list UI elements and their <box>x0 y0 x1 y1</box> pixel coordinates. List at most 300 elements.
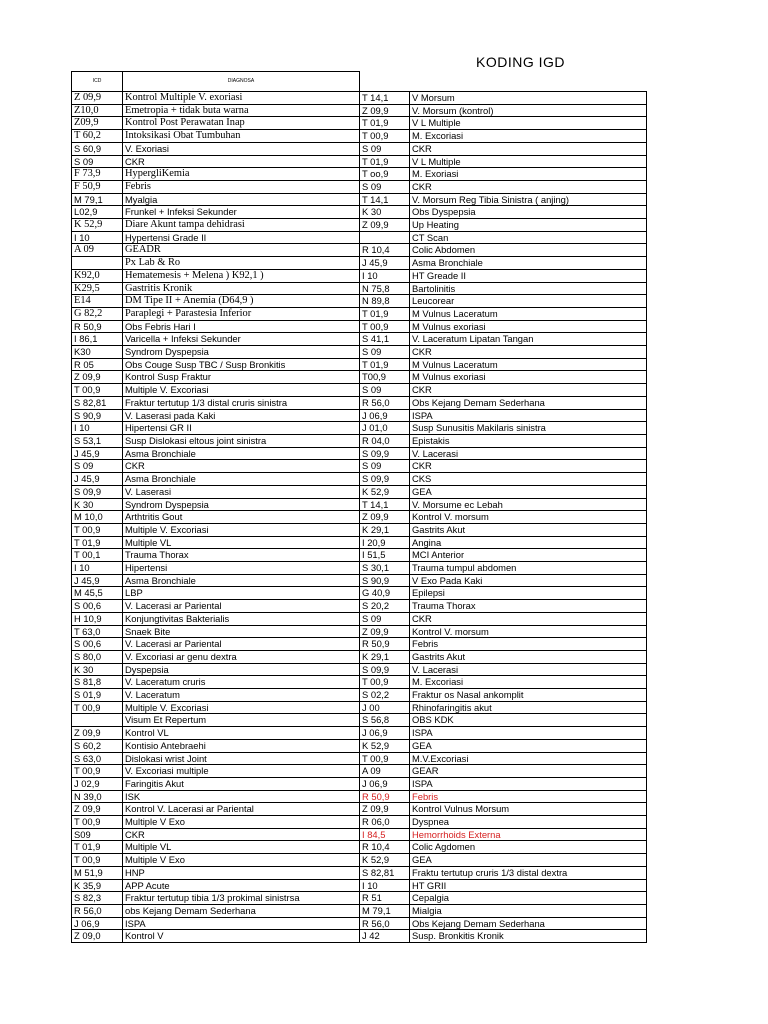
diagnosis-cell: V. Lacerasi ar Pariental <box>123 600 360 613</box>
table-row <box>72 828 360 841</box>
table-row <box>360 765 647 778</box>
icd-code-cell: M 10,0 <box>72 511 123 524</box>
diagnosis-cell: Leucorear <box>410 295 647 308</box>
table-row <box>360 612 647 625</box>
icd-code-cell: R 50,9 <box>360 638 410 651</box>
table-row <box>72 409 360 422</box>
table-row <box>72 612 360 625</box>
diagnosis-cell: V. Laserasi pada Kaki <box>123 409 360 422</box>
icd-code-cell: T 00,9 <box>360 130 410 143</box>
icd-code-cell: S 09 <box>360 384 410 397</box>
table-row <box>72 841 360 854</box>
diagnosis-cell: V L Multiple <box>410 117 647 130</box>
icd-code-cell: Z 09,9 <box>72 371 123 384</box>
icd-code-cell: T 00,9 <box>72 523 123 536</box>
table-row <box>360 307 647 320</box>
icd-code-cell: T 00,9 <box>360 320 410 333</box>
table-row <box>360 180 647 193</box>
diagnosis-cell: Px Lab & Ro <box>123 257 360 270</box>
table-row <box>72 689 360 702</box>
diagnosis-cell: Kontrol VL <box>123 727 360 740</box>
icd-code-cell: K29,5 <box>72 282 123 295</box>
icd-code-cell: N 75,8 <box>360 282 410 295</box>
table-row <box>360 460 647 473</box>
icd-code-cell: M 79,1 <box>360 905 410 918</box>
icd-code-cell: Z 09,9 <box>360 219 410 232</box>
diagnosis-cell: Snaek Bite <box>123 625 360 638</box>
icd-code-cell: S 90,9 <box>360 574 410 587</box>
diagnosis-cell: Colic Agdomen <box>410 841 647 854</box>
icd-code-cell: T 00,1 <box>72 549 123 562</box>
diagnosis-cell: Hipertensi <box>123 562 360 575</box>
diagnosis-cell: V. Excoriasi multiple <box>123 765 360 778</box>
diagnosis-cell: Susp Sunusitis Makilaris sinistra <box>410 422 647 435</box>
table-row <box>360 701 647 714</box>
icd-code-cell: K92,0 <box>72 269 123 282</box>
table-row <box>360 803 647 816</box>
icd-code-cell: I 86,1 <box>72 333 123 346</box>
table-row <box>72 600 360 613</box>
icd-code-cell: K 52,9 <box>72 219 123 232</box>
table-row <box>72 638 360 651</box>
table-row <box>72 307 360 320</box>
diagnosis-cell: Susp Dislokasi eltous joint sinistra <box>123 434 360 447</box>
diagnosis-cell: LBP <box>123 587 360 600</box>
table-row <box>360 892 647 905</box>
diagnosis-cell: GEA <box>410 854 647 867</box>
icd-code-cell: G 82,2 <box>72 307 123 320</box>
icd-code-cell: R 56,0 <box>360 396 410 409</box>
icd-code-cell: S 02,2 <box>360 689 410 702</box>
table-row <box>360 650 647 663</box>
table-row <box>360 282 647 295</box>
table-row <box>72 816 360 829</box>
diagnosis-cell: Kontrol Post Perawatan Inap <box>123 117 360 130</box>
diagnosis-cell: DM Tipe II + Anemia (D64,9 ) <box>123 295 360 308</box>
table-row <box>72 739 360 752</box>
diagnosis-cell: HT Greade II <box>410 269 647 282</box>
icd-code-cell: F 50,9 <box>72 180 123 193</box>
diagnosis-cell: Dyspnea <box>410 816 647 829</box>
diagnosis-cell: CKS <box>410 473 647 486</box>
diagnosis-cell: Syndrom Dyspepsia <box>123 346 360 359</box>
icd-code-cell: R 50,9 <box>72 320 123 333</box>
diagnosis-cell: Epistakis <box>410 434 647 447</box>
icd-code-cell: S 09,9 <box>72 485 123 498</box>
table-row <box>360 231 647 244</box>
table-row <box>360 269 647 282</box>
diagnosis-cell: CKR <box>410 460 647 473</box>
icd-code-cell: A 09 <box>360 765 410 778</box>
diagnosis-cell: V. Morsum Reg Tibia Sinistra ( anjing) <box>410 193 647 206</box>
diagnosis-cell: Hipertensi GR II <box>123 422 360 435</box>
icd-code-cell: S 82,81 <box>72 396 123 409</box>
table-row <box>360 193 647 206</box>
table-row <box>360 130 647 143</box>
table-row <box>360 866 647 879</box>
diagnosis-cell: CKR <box>410 612 647 625</box>
diagnosis-cell: M.V.Excoriasi <box>410 752 647 765</box>
icd-code-cell: Z 09,9 <box>72 803 123 816</box>
table-row <box>72 803 360 816</box>
icd-code-cell: R 10,4 <box>360 244 410 257</box>
table-row <box>72 536 360 549</box>
icd-code-cell: Z10,0 <box>72 104 123 117</box>
diagnosis-cell: Obs Kejang Demam Sederhana <box>410 396 647 409</box>
diagnosis-cell: Hemorrhoids Externa <box>410 828 647 841</box>
icd-code-cell: I 10 <box>360 269 410 282</box>
icd-code-cell: Z 09,9 <box>360 104 410 117</box>
icd-code-cell: J 01,0 <box>360 422 410 435</box>
table-row <box>72 180 360 193</box>
icd-code-cell: T oo,9 <box>360 168 410 181</box>
table-row <box>72 625 360 638</box>
diagnosis-cell: CKR <box>410 180 647 193</box>
diagnosis-cell: M Vulnus Laceratum <box>410 307 647 320</box>
icd-code-cell: Z 09,9 <box>72 727 123 740</box>
table-row <box>360 371 647 384</box>
table-row <box>72 269 360 282</box>
table-row <box>360 92 647 105</box>
icd-code-cell: S 00,6 <box>72 638 123 651</box>
diagnosis-cell: GEAR <box>410 765 647 778</box>
table-row <box>360 447 647 460</box>
icd-code-cell: T 63,0 <box>72 625 123 638</box>
left-coding-table <box>71 91 360 943</box>
table-row <box>72 549 360 562</box>
diagnosis-cell: V. Excoriasi ar genu dextra <box>123 650 360 663</box>
diagnosis-cell: APP Acute <box>123 879 360 892</box>
table-row <box>72 231 360 244</box>
table-row <box>360 104 647 117</box>
diagnosis-cell: Fraktur os Nasal ankomplit <box>410 689 647 702</box>
icd-code-cell: S 56,8 <box>360 714 410 727</box>
diagnosis-cell: MCI Anterior <box>410 549 647 562</box>
header-diagnosa: DIAGNOSA <box>123 72 360 92</box>
table-row <box>360 422 647 435</box>
icd-code-cell: R 51 <box>360 892 410 905</box>
table-row <box>72 434 360 447</box>
table-row <box>72 117 360 130</box>
diagnosis-cell: ISPA <box>410 777 647 790</box>
table-row <box>72 498 360 511</box>
table-row <box>72 701 360 714</box>
table-row <box>72 587 360 600</box>
diagnosis-cell: GEA <box>410 485 647 498</box>
table-row <box>360 142 647 155</box>
icd-code-cell: T 00,9 <box>72 854 123 867</box>
icd-code-cell: I 20,9 <box>360 536 410 549</box>
icd-code-cell: M 79,1 <box>72 193 123 206</box>
icd-code-cell: T 01,9 <box>360 155 410 168</box>
table-row <box>360 295 647 308</box>
table-row <box>360 384 647 397</box>
icd-code-cell: J 02,9 <box>72 777 123 790</box>
diagnosis-cell: V Exo Pada Kaki <box>410 574 647 587</box>
table-row <box>72 206 360 219</box>
table-row <box>72 155 360 168</box>
icd-code-cell: K 52,9 <box>360 854 410 867</box>
diagnosis-cell: Hypertensi Grade II <box>123 231 360 244</box>
table-row <box>360 257 647 270</box>
icd-code-cell: K 30 <box>72 498 123 511</box>
icd-code-cell: J 45,9 <box>360 257 410 270</box>
table-row <box>360 562 647 575</box>
table-row <box>72 879 360 892</box>
table-row <box>360 346 647 359</box>
diagnosis-cell: Asma Bronchiale <box>123 574 360 587</box>
table-row <box>72 371 360 384</box>
diagnosis-cell: V Morsum <box>410 92 647 105</box>
diagnosis-cell: ISPA <box>123 917 360 930</box>
diagnosis-cell: Syndrom Dyspepsia <box>123 498 360 511</box>
right-coding-table <box>359 91 647 943</box>
diagnosis-cell: Kontrol V. morsum <box>410 511 647 524</box>
icd-code-cell: K 35,9 <box>72 879 123 892</box>
table-row <box>360 828 647 841</box>
table-row <box>360 905 647 918</box>
icd-code-cell: S 82,3 <box>72 892 123 905</box>
diagnosis-cell: HNP <box>123 866 360 879</box>
diagnosis-cell: HT GRII <box>410 879 647 892</box>
icd-code-cell: K 29,1 <box>360 523 410 536</box>
icd-code-cell: S 80,0 <box>72 650 123 663</box>
icd-code-cell: T 01,9 <box>72 536 123 549</box>
diagnosis-cell: Multiple VL <box>123 536 360 549</box>
table-row <box>72 790 360 803</box>
header-icd: ICD <box>72 72 123 92</box>
icd-code-cell: G 40,9 <box>360 587 410 600</box>
diagnosis-cell: Trauma Thorax <box>410 600 647 613</box>
diagnosis-cell: Kontrol Vulnus Morsum <box>410 803 647 816</box>
diagnosis-cell: M. Exoriasi <box>410 168 647 181</box>
table-row <box>360 587 647 600</box>
icd-code-cell: S 09 <box>360 346 410 359</box>
table-row <box>360 777 647 790</box>
icd-code-cell: I 51,5 <box>360 549 410 562</box>
icd-code-cell: I 10 <box>72 562 123 575</box>
table-row <box>72 460 360 473</box>
icd-code-cell: Z 09,9 <box>360 511 410 524</box>
table-row <box>72 727 360 740</box>
table-row <box>72 257 360 270</box>
icd-code-cell: R 10,4 <box>360 841 410 854</box>
diagnosis-cell: Febris <box>123 180 360 193</box>
diagnosis-cell: obs Kejang Demam Sederhana <box>123 905 360 918</box>
table-row <box>72 523 360 536</box>
icd-code-cell: H 10,9 <box>72 612 123 625</box>
table-row <box>72 346 360 359</box>
diagnosis-cell: ISPA <box>410 727 647 740</box>
table-row <box>72 905 360 918</box>
table-row <box>360 574 647 587</box>
icd-code-cell: S 41,1 <box>360 333 410 346</box>
icd-code-cell: T 14,1 <box>360 193 410 206</box>
diagnosis-cell: CKR <box>123 155 360 168</box>
table-row <box>72 333 360 346</box>
diagnosis-cell: Fraktur tertutup tibia 1/3 prokimal sinistrsa <box>123 892 360 905</box>
icd-code-cell: Z 09,9 <box>360 625 410 638</box>
icd-code-cell: S 09,9 <box>360 473 410 486</box>
table-row <box>72 193 360 206</box>
icd-code-cell: N 39,0 <box>72 790 123 803</box>
diagnosis-cell: Multiple V. Excoriasi <box>123 384 360 397</box>
diagnosis-cell: Susp. Bronkitis Kronik <box>410 930 647 943</box>
diagnosis-cell: M Vulnus exoriasi <box>410 320 647 333</box>
diagnosis-cell: CKR <box>410 346 647 359</box>
diagnosis-cell: Konjungtivitas Bakterialis <box>123 612 360 625</box>
diagnosis-cell: Multiple V Exo <box>123 816 360 829</box>
table-row <box>360 511 647 524</box>
diagnosis-cell: CT Scan <box>410 231 647 244</box>
diagnosis-cell: Myalgia <box>123 193 360 206</box>
diagnosis-cell: M. Excoriasi <box>410 130 647 143</box>
table-row <box>72 777 360 790</box>
diagnosis-cell: Cepalgia <box>410 892 647 905</box>
icd-code-cell: Z 09,9 <box>72 92 123 105</box>
table-row <box>360 600 647 613</box>
icd-code-cell: J 06,9 <box>72 917 123 930</box>
diagnosis-cell: Febris <box>410 638 647 651</box>
icd-code-cell: Z09,9 <box>72 117 123 130</box>
diagnosis-cell: Obs Febris Hari I <box>123 320 360 333</box>
icd-code-cell: S 30,1 <box>360 562 410 575</box>
diagnosis-cell: Dyspepsia <box>123 663 360 676</box>
diagnosis-cell: Multiple VL <box>123 841 360 854</box>
icd-code-cell: J 06,9 <box>360 777 410 790</box>
diagnosis-cell: Multiple V. Excoriasi <box>123 523 360 536</box>
icd-code-cell: T00,9 <box>360 371 410 384</box>
diagnosis-cell: Emetropia + tidak buta warna <box>123 104 360 117</box>
icd-code-cell: S 82,81 <box>360 866 410 879</box>
table-row <box>72 714 360 727</box>
table-row <box>360 625 647 638</box>
icd-code-cell: M 51,9 <box>72 866 123 879</box>
table-row <box>360 841 647 854</box>
table-row <box>360 523 647 536</box>
diagnosis-cell: OBS KDK <box>410 714 647 727</box>
table-row <box>72 282 360 295</box>
icd-code-cell: J 06,9 <box>360 409 410 422</box>
diagnosis-cell: Frunkel + Infeksi Sekunder <box>123 206 360 219</box>
table-row <box>72 866 360 879</box>
table-row <box>72 854 360 867</box>
icd-code-cell: K30 <box>72 346 123 359</box>
diagnosis-cell: M. Excoriasi <box>410 676 647 689</box>
icd-code-cell: S 09,9 <box>360 663 410 676</box>
table-header <box>71 71 360 92</box>
table-row <box>72 930 360 943</box>
table-row <box>72 447 360 460</box>
icd-code-cell: S 60,2 <box>72 739 123 752</box>
table-row <box>360 155 647 168</box>
table-row <box>72 320 360 333</box>
table-row <box>72 358 360 371</box>
diagnosis-cell: M Vulnus exoriasi <box>410 371 647 384</box>
diagnosis-cell: V. Morsum (kontrol) <box>410 104 647 117</box>
table-row <box>360 396 647 409</box>
diagnosis-cell: Multiple V Exo <box>123 854 360 867</box>
diagnosis-cell: Epilepsi <box>410 587 647 600</box>
icd-code-cell: S 09 <box>360 180 410 193</box>
table-row <box>72 892 360 905</box>
diagnosis-cell: Kontrol V. Lacerasi ar Pariental <box>123 803 360 816</box>
table-row <box>360 689 647 702</box>
table-row <box>72 244 360 257</box>
icd-code-cell: J 45,9 <box>72 447 123 460</box>
icd-code-cell: T 14,1 <box>360 498 410 511</box>
diagnosis-cell: ISK <box>123 790 360 803</box>
icd-code-cell: S 20,2 <box>360 600 410 613</box>
icd-code-cell: S 63,0 <box>72 752 123 765</box>
icd-code-cell: S 53,1 <box>72 434 123 447</box>
diagnosis-cell: V. Laceratum <box>123 689 360 702</box>
diagnosis-cell: Up Heating <box>410 219 647 232</box>
icd-code-cell: J 45,9 <box>72 473 123 486</box>
diagnosis-cell: Multiple V. Excoriasi <box>123 701 360 714</box>
table-row <box>360 816 647 829</box>
table-row <box>72 917 360 930</box>
diagnosis-cell: Gastritis Kronik <box>123 282 360 295</box>
diagnosis-cell: Mialgia <box>410 905 647 918</box>
diagnosis-cell: Diare Akunt tampa dehidrasi <box>123 219 360 232</box>
diagnosis-cell: V. Laceratum Lipatan Tangan <box>410 333 647 346</box>
icd-code-cell: Z 09,9 <box>360 803 410 816</box>
diagnosis-cell: Asma Bronchiale <box>123 447 360 460</box>
diagnosis-cell: Faringitis Akut <box>123 777 360 790</box>
icd-code-cell: S 00,6 <box>72 600 123 613</box>
table-row <box>360 206 647 219</box>
table-row <box>72 384 360 397</box>
table-row <box>360 320 647 333</box>
icd-code-cell: R 50,9 <box>360 790 410 803</box>
icd-code-cell: T 00,9 <box>72 384 123 397</box>
table-row <box>72 396 360 409</box>
table-row <box>360 409 647 422</box>
table-row <box>360 676 647 689</box>
icd-code-cell: T 00,9 <box>360 752 410 765</box>
table-row <box>360 930 647 943</box>
icd-code-cell: T 00,9 <box>72 701 123 714</box>
icd-code-cell: T 14,1 <box>360 92 410 105</box>
table-row <box>72 676 360 689</box>
diagnosis-cell: Kontrol Susp Fraktur <box>123 371 360 384</box>
icd-code-cell: I 10 <box>72 231 123 244</box>
page-title: KODING IGD <box>476 54 566 70</box>
diagnosis-cell: Kontrol Multiple V. exoriasi <box>123 92 360 105</box>
table-row <box>360 638 647 651</box>
icd-code-cell: R 56,0 <box>72 905 123 918</box>
diagnosis-cell: Bartolinitis <box>410 282 647 295</box>
table-row <box>72 752 360 765</box>
diagnosis-cell: GEADR <box>123 244 360 257</box>
icd-code-cell: M 45,5 <box>72 587 123 600</box>
icd-code-cell: S 81,8 <box>72 676 123 689</box>
icd-code-cell: S 09 <box>360 612 410 625</box>
diagnosis-cell: Hematemesis + Melena ) K92,1 ) <box>123 269 360 282</box>
diagnosis-cell: Obs Couge Susp TBC / Susp Bronkitis <box>123 358 360 371</box>
diagnosis-cell: Trauma Thorax <box>123 549 360 562</box>
table-row <box>72 295 360 308</box>
diagnosis-cell: Obs Kejang Demam Sederhana <box>410 917 647 930</box>
diagnosis-cell: Arthtritis Gout <box>123 511 360 524</box>
table-row <box>360 333 647 346</box>
table-row <box>360 752 647 765</box>
icd-code-cell: S09 <box>72 828 123 841</box>
diagnosis-cell: M Vulnus Laceratum <box>410 358 647 371</box>
icd-code-cell: K 30 <box>360 206 410 219</box>
table-row <box>72 422 360 435</box>
